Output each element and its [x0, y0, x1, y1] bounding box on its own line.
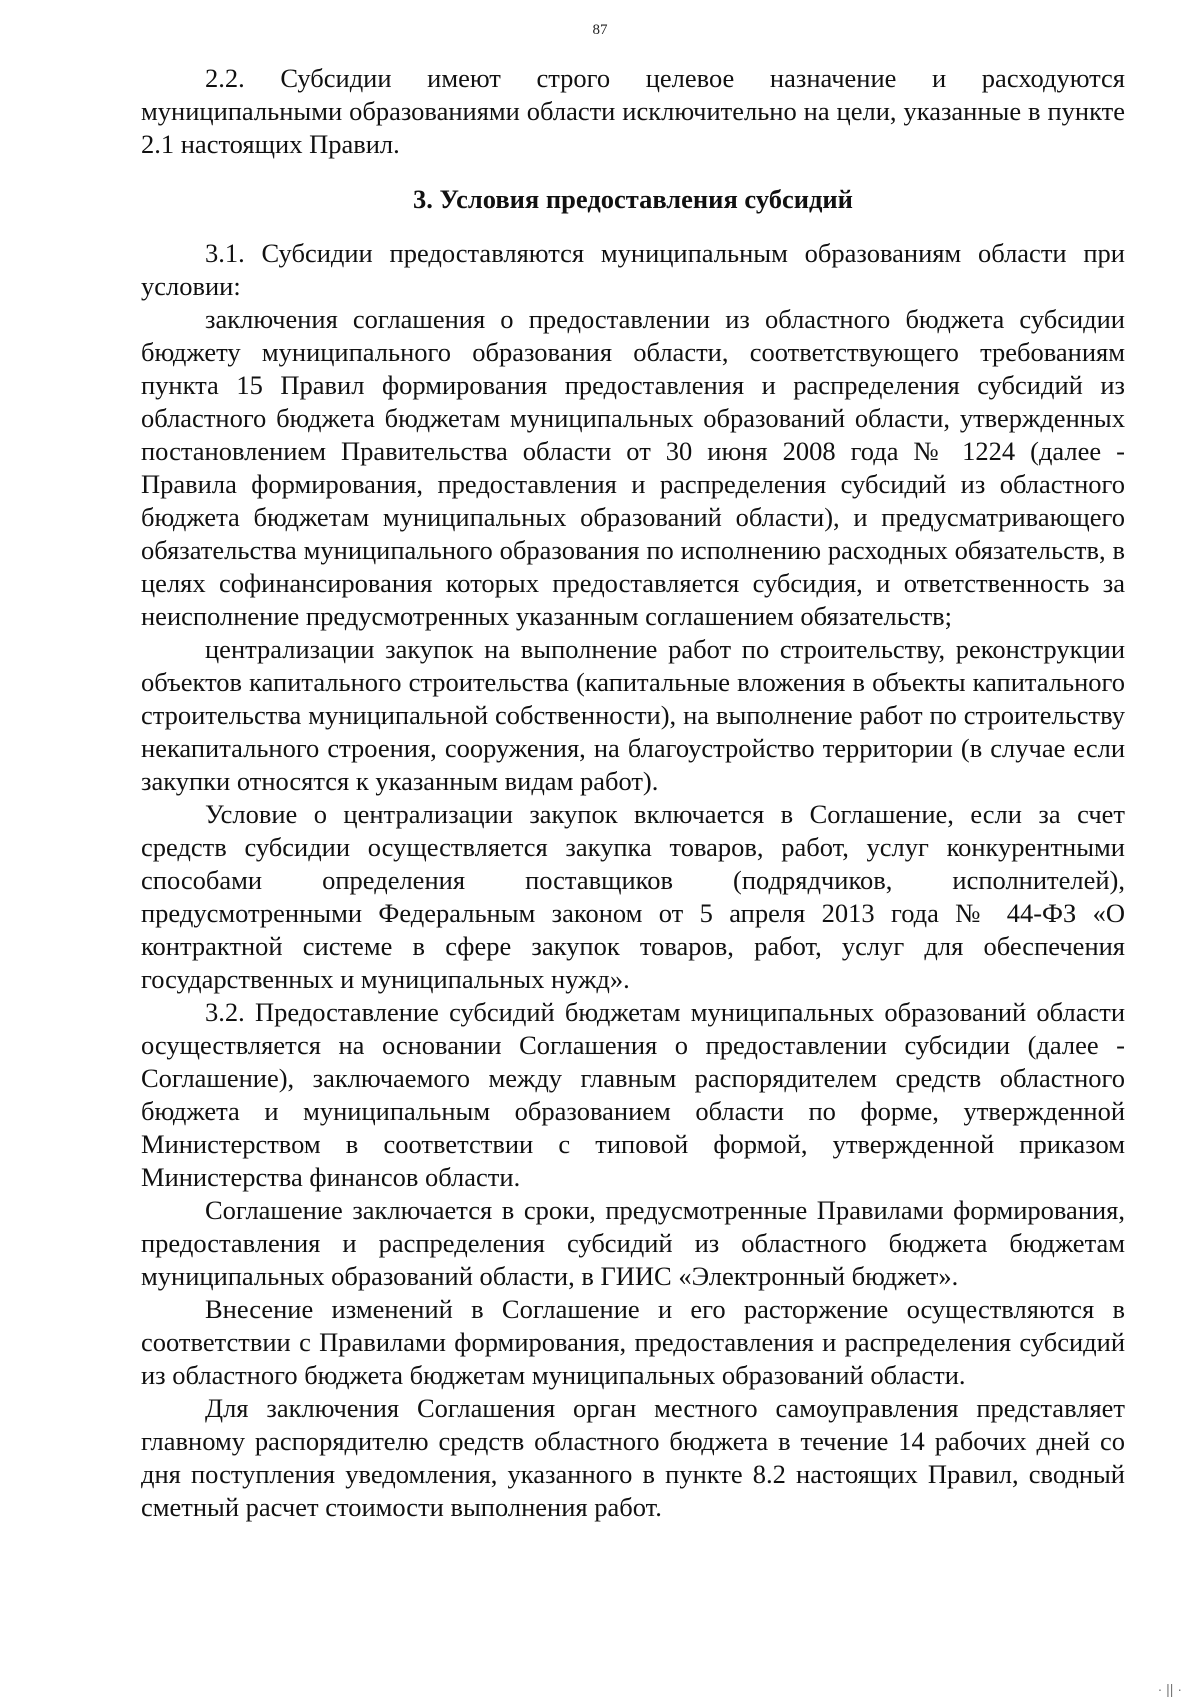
condition-agreement: заключения соглашения о предоставлении из областного бюджета субсидии бюджету муниципального образования области, соответствующего требованиям пункта 15 Правил формирования предоставления и распределения субсидий из областного бюджета бюджетам муниципальных образований области, утвержденных постановлением Правительства области от 30 июня 2008 года № 1224 (далее - Правила формирования, предоставления и распределения субсидий из областного бюджета бюджетам муниципальных образований области), и предусматривающего обязательства муниципального образования по исполнению расходных обязательств, в целях софинансирования которых предоставляется субсидия, и ответственность за неисполнение предусмотренных указанным соглашением обязательств; [141, 304, 1125, 631]
condition-centralization: централизации закупок на выполнение работ по строительству, реконструкции объектов капитального строительства (капитальные вложения в объекты капитального строительства муниципальной собственности), на выполнение работ по строительству некапитального строения, сооружения, на благоустройство территории (в случае если закупки относятся к указанным видам работ). [141, 634, 1125, 796]
page-number: 87 [592, 22, 608, 38]
centralization-note: Условие о централизации закупок включается в Соглашение, если за счет средств субсидии осуществляется закупка товаров, работ, услуг конкурентными способами определения поставщиков (подрядчиков, исполнителей), предусмотренными Федеральным законом от 5 апреля 2013 года № 44-ФЗ «О контрактной системе в сфере закупок товаров, работ, услуг для обеспечения государственных и муниципальных нужд». [141, 799, 1125, 994]
paragraph-3-2: 3.2. Предоставление субсидий бюджетам муниципальных образований области осуществляется на основании Соглашения о предоставлении субсидии (далее - Соглашение), заключаемого между главным распорядителем средств областного бюджета и муниципальным образованием области по форме, утвержденной Министерством в соответствии с типовой формой, утвержденной приказом Министерства финансов области. [141, 997, 1125, 1192]
paragraph-3-1-intro: 3.1. Субсидии предоставляются муниципальным образованиям области при условии: [141, 238, 1125, 301]
agreement-terms: Соглашение заключается в сроки, предусмотренные Правилами формирования, предоставления и распределения субсидий из областного бюджета бюджетам муниципальных образований области, в ГИИС «Электронный бюджет». [141, 1195, 1125, 1291]
agreement-changes: Внесение изменений в Соглашение и его расторжение осуществляются в соответствии с Правилами формирования, предоставления и распределения субсидий из областного бюджета бюджетам муниципальных образований области. [141, 1294, 1125, 1390]
document-body [141, 62, 1125, 1524]
agreement-documents: Для заключения Соглашения орган местного самоуправления представляет главному распорядителю средств областного бюджета в течение 14 рабочих дней со дня поступления уведомления, указанного в пункте 8.2 настоящих Правил, сводный сметный расчет стоимости выполнения работ. [141, 1393, 1125, 1522]
section-heading: 3. Условия предоставления субсидий [413, 184, 853, 214]
paragraph-2-2: 2.2. Субсидии имеют строго целевое назначение и расходуются муниципальными образованиями области исключительно на цели, указанные в пункте 2.1 настоящих Правил. [141, 63, 1125, 159]
scan-corner-marks: · || · [1157, 1681, 1182, 1697]
